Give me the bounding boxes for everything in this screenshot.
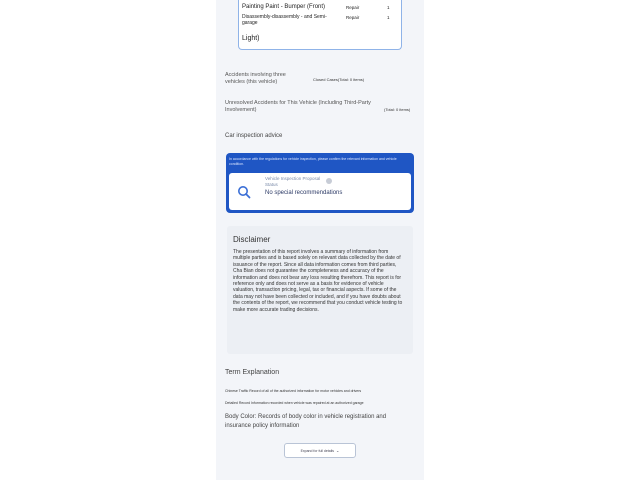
accident-row-closed <box>225 72 415 90</box>
repair-quantity: 1 <box>387 15 390 20</box>
disclaimer-body: The presentation of this report involves a summary of information from multiple parties and is based solely on relevant data collected by the date of issuance of the report. Since all data information comes from third parties, Cha Bian does not guarantee the completeness and accuracy of the information and does not bear any loss resulting therefrom. This report is for reference only and does not serve as a basis for evidence of vehicle valuation, transaction pricing, legal, tax or financial aspects. If some of the data may not have been collected or included, and if you have doubts about the contents of the report, we recommend that you conduct vehicle testing to make more accurate trading decisions. <box>233 249 403 313</box>
report-page <box>216 0 424 480</box>
inspection-advice-card <box>226 153 414 213</box>
repair-row <box>242 15 400 25</box>
disclaimer-card <box>227 226 413 354</box>
term-line: Chinese Traffic Record of all of the authorized information for motor vehicles and drivers <box>225 389 362 393</box>
accident-value: Closed Cases(Total: 0 items) <box>313 77 365 82</box>
term-body-color: Body Color: Records of body color in vehicle registration and insurance policy information <box>225 414 387 429</box>
accident-label: Accidents involving three vehicles (this vehicle) <box>225 72 286 85</box>
inspection-note: In accordance with the regulations for vehicle inspection, please confirm the relevant information and vehicle condition. <box>229 157 397 166</box>
inspection-message: No special recommendations <box>265 190 343 196</box>
accident-value: (Total: 0 items) <box>384 107 411 112</box>
repair-items-card <box>238 0 402 50</box>
disclaimer-title: Disclaimer <box>233 235 271 244</box>
accident-row-unresolved <box>225 100 415 116</box>
repair-operation: Repair <box>346 15 360 20</box>
inspection-result-panel <box>229 173 411 210</box>
inspection-status-label: Vehicle Inspection Proposal Status <box>265 176 321 187</box>
repair-footer-label: Light) <box>242 35 260 42</box>
repair-quantity: 1 <box>387 5 390 10</box>
expand-more-label: Expand for full details <box>300 449 335 453</box>
accident-label: Unresolved Accidents for This Vehicle (Including Third-Party Involvement) <box>225 100 371 113</box>
repair-part: Painting Paint - Bumper (Front) <box>242 4 326 10</box>
term-explanation-title: Term Explanation <box>225 369 280 376</box>
expand-more-button[interactable] <box>284 443 356 458</box>
repair-part: Disassembly-disassembly - and Semi-garage <box>242 14 327 26</box>
inspection-section-title: Car inspection advice <box>225 133 283 139</box>
term-line: Detailed Record Information recorded when vehicle was repaired at an authorized garage <box>225 401 364 405</box>
magnifier-icon <box>237 185 251 199</box>
repair-row <box>242 0 400 2</box>
repair-operation: Repair <box>346 5 360 10</box>
info-icon[interactable] <box>326 178 332 184</box>
chevron-down-icon: ⌄ <box>336 448 340 453</box>
